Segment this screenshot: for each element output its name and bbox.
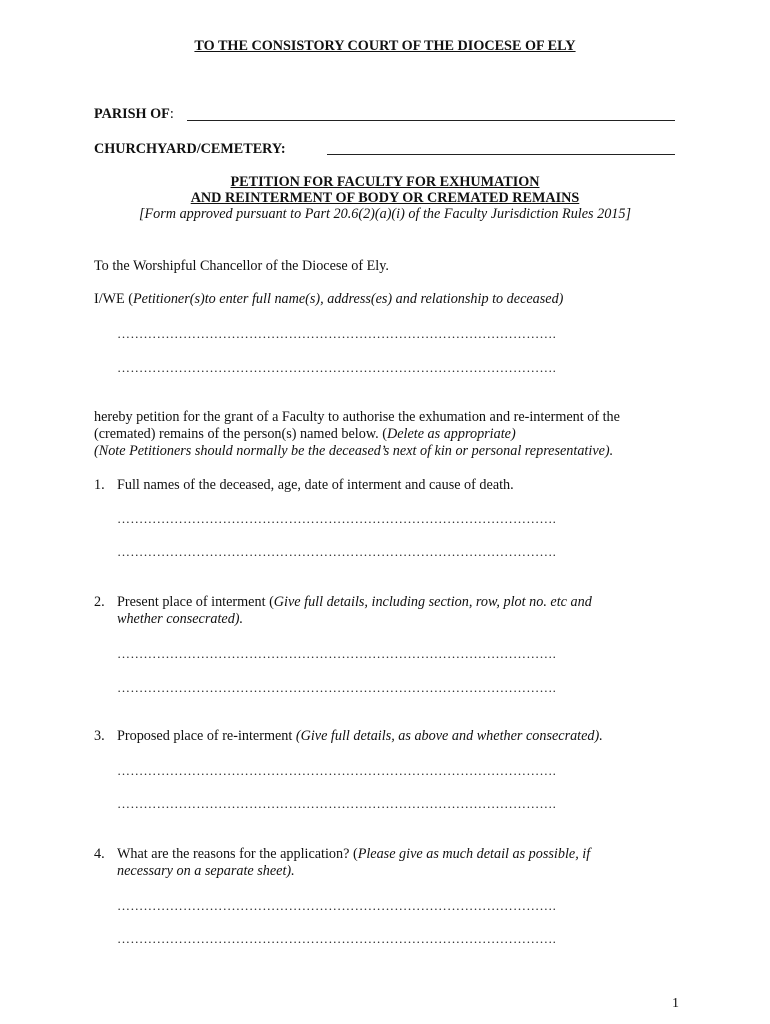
form-approval-note: [Form approved pursuant to Part 20.6(2)(a)(i) of the Faculty Jurisdiction Rules 2015] [138,206,632,222]
question-2-line2: whether consecrated). [117,611,244,627]
question-1-plain: Full names of the deceased, age, date of interment and cause of death. [117,477,514,493]
question-3-italic: (Give full details, as above and whether consecrated). [295,728,603,744]
question-2-text [117,594,592,611]
iwe-prefix: I/WE ( [94,291,133,307]
question-4-dotted-line-2[interactable]: ………………………………………………………………………………………. [117,931,557,946]
question-1-dotted-line-2[interactable]: ………………………………………………………………………………………. [117,544,557,559]
question-4-text [117,846,590,863]
question-3-number: 3. [94,728,105,744]
iwe-line [94,291,563,308]
delete-note: Delete as appropriate) [386,426,516,442]
court-title: TO THE CONSISTORY COURT OF THE DIOCESE OF ELY [194,38,576,54]
page-number: 1 [672,996,679,1011]
question-1-text [117,477,514,494]
question-2-italic: Give full details, including section, row, plot no. etc and [273,594,592,610]
question-3-dotted-line-2[interactable]: ………………………………………………………………………………………. [117,796,557,811]
question-3-plain: Proposed place of re-interment [117,728,296,744]
hereby-line-1: hereby petition for the grant of a Faculty to authorise the exhumation and re-interment of the [94,409,620,425]
question-4-number: 4. [94,846,105,862]
question-2-dotted-line-1[interactable]: ………………………………………………………………………………………. [117,646,557,661]
parish-colon: : [169,106,174,122]
petitioner-dotted-line-2[interactable]: ………………………………………………………………………………………. [117,360,557,375]
question-2-number: 2. [94,594,105,610]
churchyard-label: CHURCHYARD/CEMETERY: [94,141,286,157]
question-1-dotted-line-1[interactable]: ………………………………………………………………………………………. [117,511,557,526]
iwe-instruction: Petitioner(s)to enter full name(s), address(es) and relationship to deceased) [133,291,564,307]
petitioner-note: (Note Petitioners should normally be the deceased’s next of kin or personal representative). [94,443,614,459]
petition-title-line1: PETITION FOR FACULTY FOR EXHUMATION [230,174,540,190]
question-2-dotted-line-2[interactable]: ………………………………………………………………………………………. [117,680,557,695]
churchyard-input-line[interactable] [327,154,675,155]
hereby-line-2 [94,426,516,443]
parish-label: PARISH OF [94,106,170,122]
parish-label-group [94,106,174,123]
question-4-line2: necessary on a separate sheet). [117,863,295,879]
question-4-dotted-line-1[interactable]: ………………………………………………………………………………………. [117,898,557,913]
question-3-text [117,728,603,745]
salutation: To the Worshipful Chancellor of the Diocese of Ely. [94,258,389,274]
parish-input-line[interactable] [187,120,675,121]
petitioner-dotted-line-1[interactable]: ………………………………………………………………………………………. [117,326,557,341]
question-2-plain: Present place of interment ( [117,594,274,610]
petition-title-line2: AND REINTERMENT OF BODY OR CREMATED REMAINS [190,190,580,206]
question-4-italic: Please give as much detail as possible, if [357,846,591,862]
question-4-plain: What are the reasons for the application? ( [117,846,358,862]
hereby-line-2-text: (cremated) remains of the person(s) named below. ( [94,426,387,442]
question-3-dotted-line-1[interactable]: ………………………………………………………………………………………. [117,763,557,778]
question-1-number: 1. [94,477,105,493]
